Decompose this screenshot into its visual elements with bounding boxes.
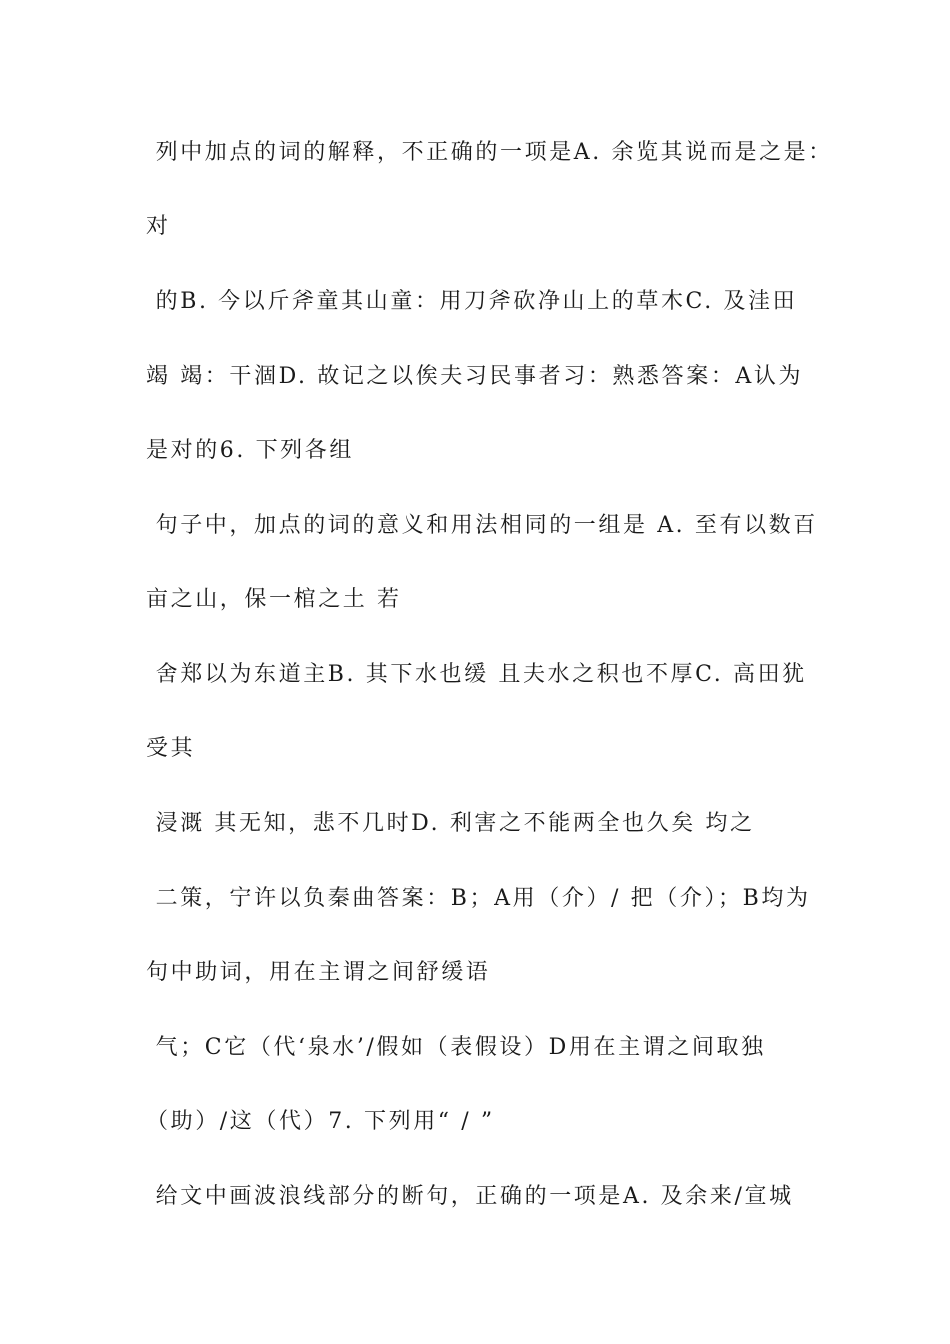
text-line: 列中加点的词的解释，不正确的一项是A. 余览其说而是之是： — [146, 140, 833, 165]
text-line: 受其 — [146, 736, 196, 761]
text-line: 句子中，加点的词的意义和用法相同的一组是 A. 至有以数百 — [146, 513, 818, 538]
text-line: 浸溉 其无知，悲不几时D. 利害之不能两全也久矣 均之 — [146, 811, 755, 836]
text-line: 对 — [146, 214, 171, 239]
text-line: 的B. 今以斤斧童其山童：用刀斧砍净山上的草木C. 及洼田 — [146, 289, 798, 314]
text-line: 气；C它（代‘泉水’/假如（表假设）D用在主谓之间取独 — [146, 1035, 766, 1060]
text-line: 舍郑以为东道主B. 其下水也缓 且夫水之积也不厚C. 高田犹 — [146, 662, 807, 687]
text-line: 二策，宁许以负秦曲答案：B；A用（介）/ 把（介）；B均为 — [146, 886, 811, 911]
text-line: 给文中画波浪线部分的断句，正确的一项是A. 及余来/宣城 — [146, 1184, 794, 1209]
text-line: 是对的6. 下列各组 — [146, 438, 354, 463]
text-line: 句中助词，用在主谓之间舒缓语 — [146, 960, 491, 985]
text-line: 竭 竭：干涸D. 故记之以俟夫习民事者习：熟悉答案：A认为 — [146, 364, 804, 389]
text-line: （助）/这（代）7. 下列用“ / ” — [146, 1109, 495, 1134]
text-line: 亩之山，保一棺之土 若 — [146, 587, 402, 612]
